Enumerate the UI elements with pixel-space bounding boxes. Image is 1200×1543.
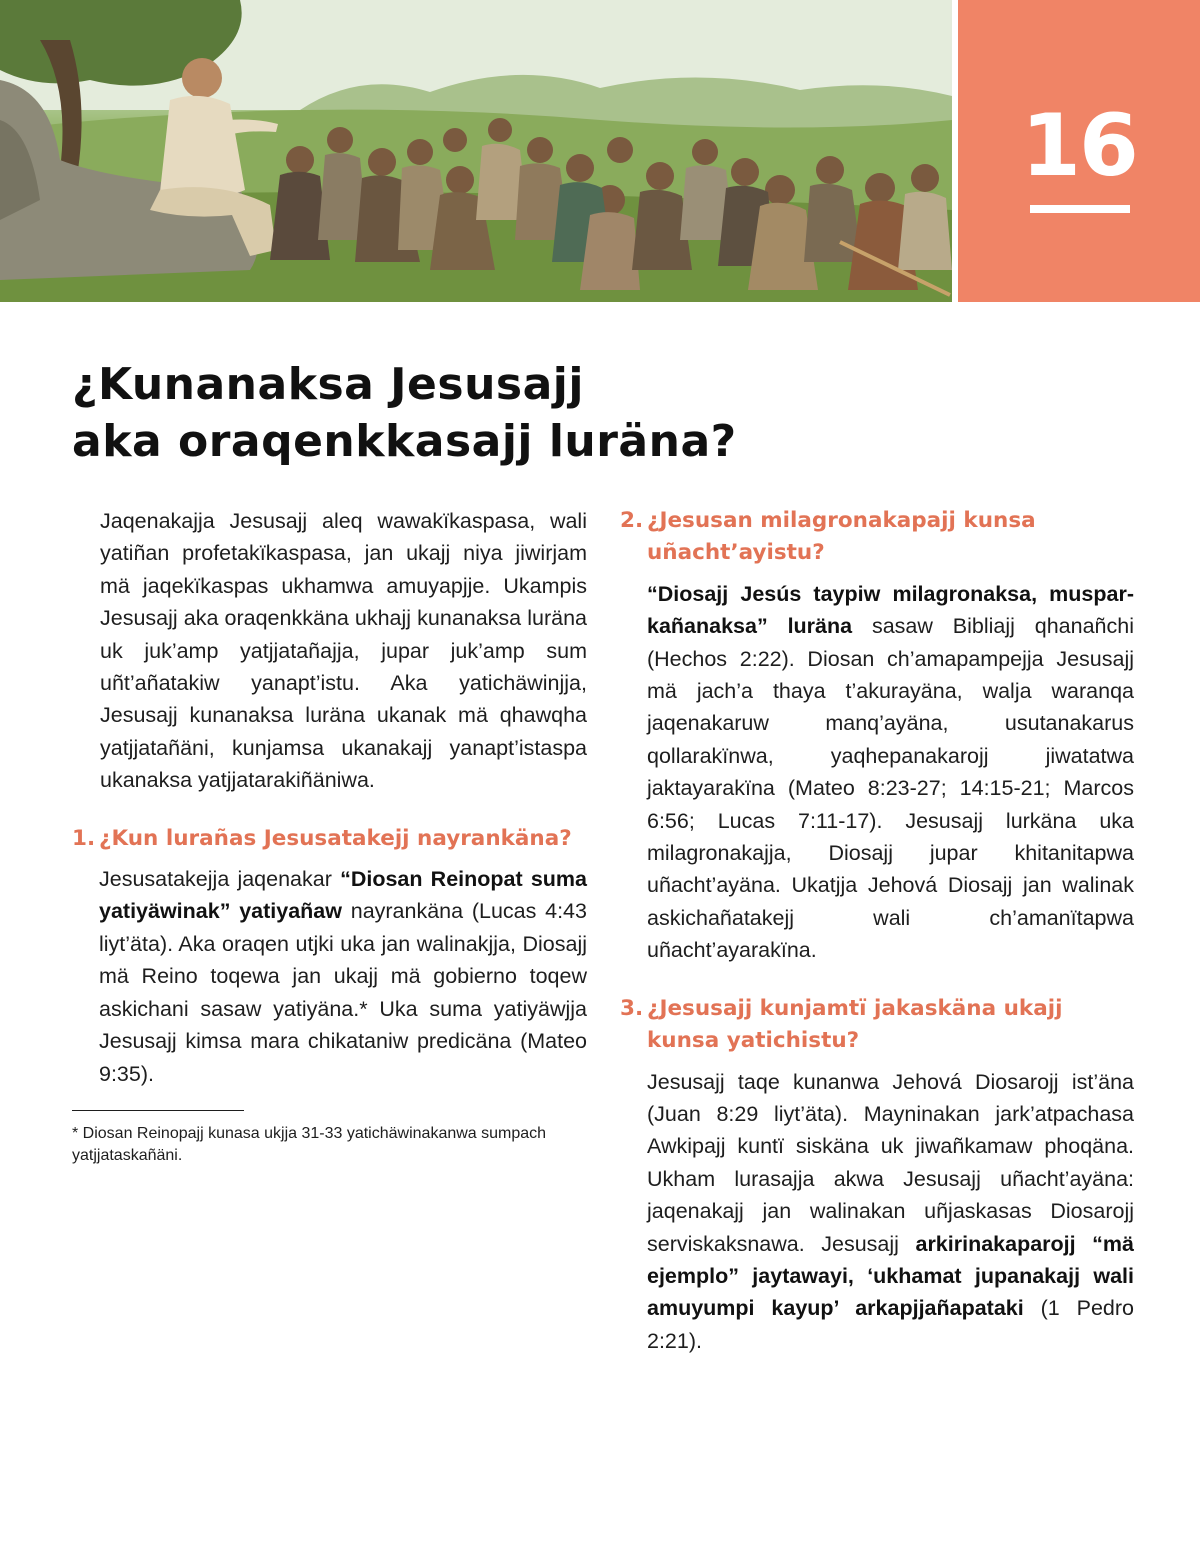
question-number: 3. [620,995,644,1021]
title-line-2: aka oraqenkkasajj luräna? [72,416,737,467]
chapter-badge [958,0,1200,302]
question-text: ¿Jesusan milagronakapajj kunsa uñacht’ayistu? [647,508,1036,566]
answer-text: nayrankäna (Lucas 4:43 liyt’äta). Aka oraqen utjki uka jan walinakjja, Diosajj mä Reino toqewa jan ukajj mä gobierno toqew askichani sasaw yatiyäna.* Uka suma yatiyäwjja Jesusajj kimsa mara chikataniw predicäna (Mateo 9:35). [99,899,587,1086]
question-number: 2. [620,508,644,533]
answer-text: sasaw Bibliajj qhanañchi (Hechos 2:22). Diosan ch’amapampejja Jesusajj mä jach’a thaya t’akurayäna, walja waranqa jaqenakaruw manq’ayäna, usutanakarus qollarakïnwa, yaqhepanakarojj jiwatatwa jaktayarakïna (Mateo 8:23-27; 14:15-21; Marcos 6:56; Lucas 7:11-17). Jesusajj lurkäna uka milagronakajja, Diosajj jupar khitanitapwa uñacht’ayäna. Ukatjja Jehová Diosajj jan walinak askichañatakejj wali ch’amanïtapwa uñacht’ayarakïna. [647,614,1134,963]
header-image [0,0,952,302]
question-2 [620,505,1134,570]
question-text: ¿Jesusajj kunjamtï jakaskäna ukajj kunsa yatichistu? [647,995,1063,1054]
sermon-on-hillside-photo [0,0,952,302]
right-column [620,505,1134,1357]
left-column [72,505,587,1167]
question-1 [72,823,587,855]
intro-paragraph: Jaqenakajja Jesusajj aleq wawakïkaspasa, wali yatiñan profetakïkaspasa, jan ukajj niya jiwirjam mä jaqekïkaspas ukhamwa amuyapjje. Ukampis Jesusajj aka oraqenkkäna ukhajj kunanaksa luräna uk juk’amp yatjjatañajja, jupar juk’amp sum uñt’añatakiw yanapt’istu. Aka yatichäwinjja, Jesusajj kunanaksa luräna ukanak mä qhawqha yatjjatañäni, kunjamsa ukanakajj yanapt’istaspa ukanaksa yatjjatarakiñäniwa. [100,509,587,793]
answer-bold: “Diosan Reinopat suma yatiyäwinak” yatiyañaw [99,867,587,924]
answer-3 [620,1066,1134,1358]
answer-bold: “Diosajj Jesús taypiw milagronaksa, musparkañanaksa” luräna [647,581,1134,639]
question-number: 1. [72,825,96,851]
footnote: * Diosan Reinopajj kunasa ukjja 31-33 yatichäwinakanwa sumpach yatjjataskañäni. [72,1124,547,1164]
answer-2 [620,578,1134,967]
answer-text: Jesusajj taqe kunanwa Jehová Diosarojj ist’äna (Juan 8:29 liyt’äta). Mayninakan jark’atpachasa Awkipajj kuntï siskäna uk jiwañkamaw phoqäna. Ukham lurasajja akwa Jesusajj uñacht’ayäna: jaqenakajj jan walinakan uñjaskasas Diosarojj serviskaksnawa. Jesusajj [647,1069,1134,1256]
footnote-divider [72,1110,244,1111]
question-3 [620,993,1134,1058]
page-title [72,356,1072,470]
title-line-1: ¿Kunanaksa Jesusajj [72,359,584,410]
chapter-number: 16 [1021,96,1137,196]
answer-bold: arkirinakaparojj “mä ejemplo” jaytawayi, ‘ukhamat jupanakajj wali amuyumpi kayup’ arkapjjañapataki [647,1231,1134,1321]
answer-text: Jesusatakejja jaqenakar [99,867,341,892]
chapter-underline [1030,205,1130,213]
question-text: ¿Kun lurañas Jesusatakejj nayrankäna? [99,825,572,851]
answer-text: (1 Pedro 2:21). [647,1296,1134,1353]
answer-1 [72,863,587,1090]
